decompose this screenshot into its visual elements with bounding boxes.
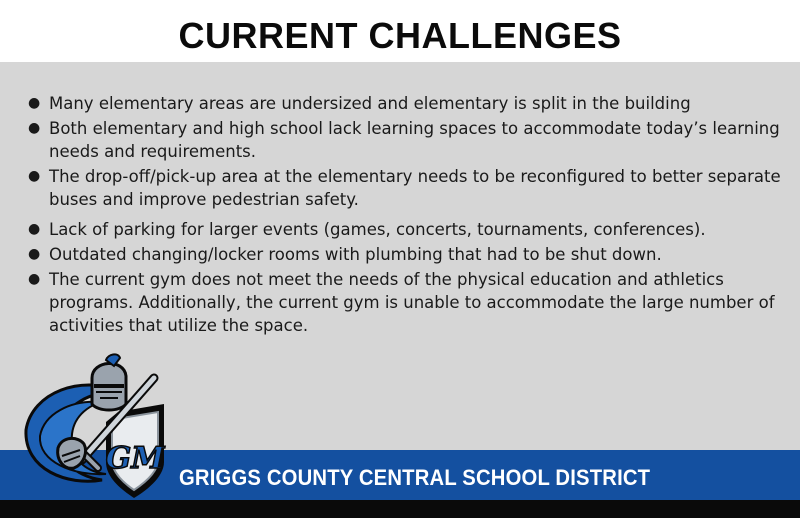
list-item: ● The drop-off/pick-up area at the elementary needs to be reconfigured to better separate buses and improve pedestrian safety. [28, 165, 788, 211]
logo-monogram: GM [105, 441, 165, 476]
footer-stripe [0, 500, 800, 518]
list-item: ● Many elementary areas are undersized and elementary is split in the building [28, 92, 788, 115]
list-item: ● The current gym does not meet the needs of the physical education and athletics programs. Additionally, the current gym is unable to accommodate the large number of activities that utilize the space. [28, 268, 788, 337]
bullet-list [28, 92, 788, 339]
knight-mascot-logo-icon [22, 352, 182, 502]
list-item: ● Lack of parking for larger events (games, concerts, tournaments, conferences). [28, 218, 788, 241]
page-title: CURRENT CHALLENGES [178, 15, 622, 56]
list-item: ● Both elementary and high school lack learning spaces to accommodate today’s learning needs and requirements. [28, 117, 788, 163]
district-name: GRIGGS COUNTY CENTRAL SCHOOL DISTRICT [179, 465, 651, 490]
list-item: ● Outdated changing/locker rooms with plumbing that had to be shut down. [28, 243, 788, 266]
